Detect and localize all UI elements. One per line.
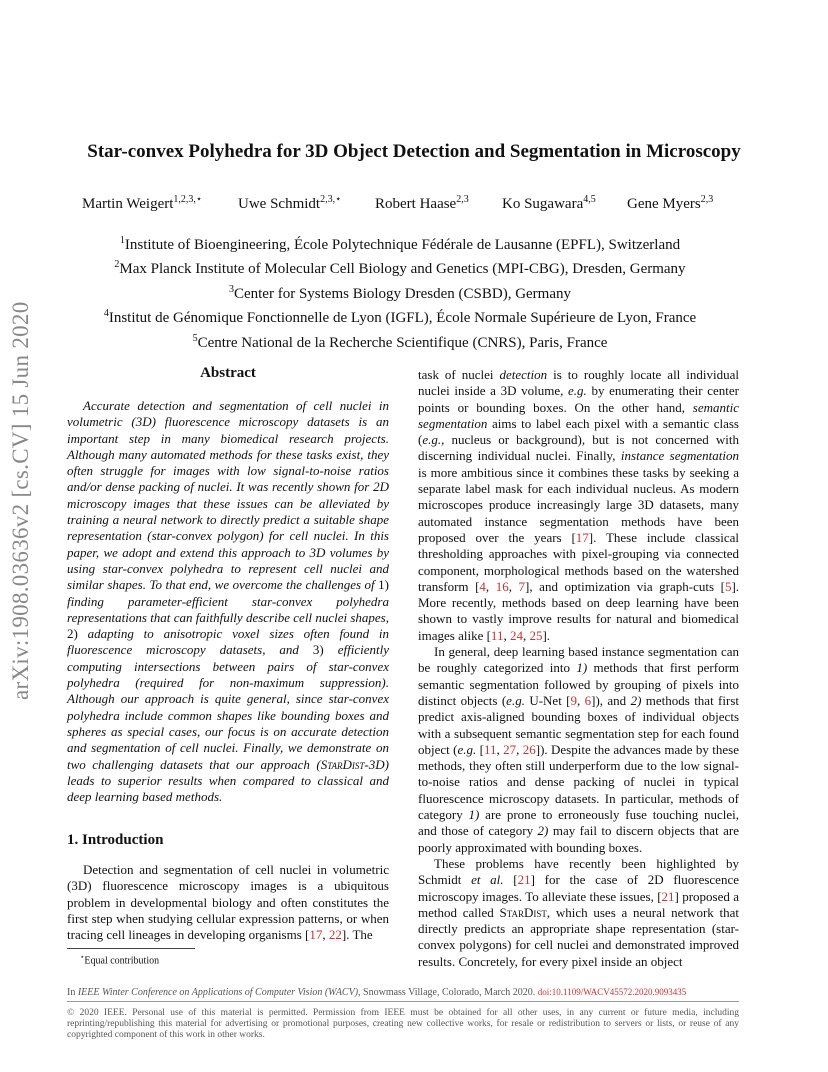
text-run: instance segmentation [620,448,739,464]
author-name: Uwe Schmidt$^{2,3,⋆}$ [238,194,342,212]
introduction-paragraph [67,862,389,943]
text-run: are prone to erroneously fuse touching nuclei, and those of category [418,807,739,839]
author-name: Ko Sugawara$^{4,5}$ [502,194,596,212]
citation-link[interactable]: 5 [724,578,732,594]
text-run: [ [476,741,484,757]
text-run: adapting to anisotropic voxel sizes often found in fluorescence microscopy datasets, and [67,626,389,658]
text-run: StarDist-3D [320,756,385,772]
text-run: 1) [378,577,389,593]
text-run: , [496,741,504,757]
footnote-rule [67,948,195,949]
author-name: Gene Myers$^{2,3}$ [627,194,714,212]
text-run: 3) [312,642,324,658]
text-run: e.g. [506,692,525,708]
text-run: methods that first predict axis-aligned bounding boxes of individual objects with a subsequent semantic segmentation step for each found object ( [418,692,739,757]
text-run: , [577,692,585,708]
text-run: ) leads to superior results when compared to classical and deep learning based methods. [67,756,389,805]
text-run: 1) [576,660,588,676]
introduction-heading: 1. Introduction [67,832,164,848]
text-run: StarDist [499,904,547,920]
citation-link[interactable]: 17 [575,529,589,545]
body-paragraph [418,856,739,970]
affiliations [0,231,800,353]
copyright-rule [67,1001,739,1002]
text-run: , [503,627,510,643]
text-run: efficiently computing intersections between pairs of star-convex polyhedra (required for non-maximum suppression). Although our approach is quite general, since star-convex polyhedra include common shapes like bounding boxes and spheres as special cases, our focus is on accurate detection and segmentation of cell nuclei. Finally, we demonstrate on two challenging datasets that our approach ( [67,642,389,772]
text-run: ]), and [591,692,631,708]
doi-link[interactable]: doi:10.1109/WACV45572.2020.9093435 [537,987,687,997]
text-run: , [485,578,496,594]
text-run: by enumerating their center points or bounding boxes. On the other hand, [418,383,739,415]
text-run: , nucleus or background), but is not concerned with discerning individual nuclei. Finally, [418,432,739,464]
text-run: et al. [471,872,504,888]
text-run: finding parameter-efficient star-convex polyhedra representations that can faithfully describe cell nuclei shapes, [67,593,389,625]
copyright-notice: © 2020 IEEE. Personal use of this material is permitted. Permission from IEEE must be obtained for all other uses, in any current or future media, including reprinting/republishing this material for advertising or promotional purposes, creating new collective works, for resale or redistribution to servers or lists, or reuse of any copyrighted component of this work in other works. [67,1008,739,1040]
text-run: , [522,627,530,643]
paper-title: Star-convex Polyhedra for 3D Object Detection and Segmentation in Microscopy [87,141,741,162]
text-run: e.g. [422,432,442,448]
affiliation: $^4$Institut de Génomique Fonctionnelle de Lyon (IGFL), École Normale Supérieure de Lyon, France [103,308,697,327]
text-run: , [516,741,523,757]
right-column [418,367,739,970]
text-run: ] proposed a method called [418,888,739,920]
body-paragraph [418,644,739,856]
text-run: is more ambitious since it combines these tasks by seeking a separate label mask for each individual nucleus. As modern microscopes produce increasingly large 3D datasets, many automated instance segmentation methods have been proposed over the years [ [418,464,739,545]
author-name: Robert Haase$^{2,3}$ [375,194,469,212]
citation-link[interactable]: 9 [570,692,578,708]
conference-note: In IEEE Winter Conference on Applications of Computer Vision (WACV), Snowmass Village, Colorado, March 2020. doi:10.1109/WACV45572.2020.9093435 [67,987,687,998]
affiliation: $^3$Center for Systems Biology Dresden (CSBD), Germany [228,283,572,302]
arxiv-identifier: arXiv:1908.03636v2 [cs.CV] 15 Jun 2020 [8,301,33,700]
citation-link[interactable]: 24 [509,627,523,643]
author-name: Martin Weigert$^{1,2,3,⋆}$ [82,194,203,212]
affiliation: $^1$Institute of Bioengineering, École Polytechnique Fédérale de Lausanne (EPFL), Switzerland [119,235,681,253]
text-run: detection [499,367,548,382]
citation-link[interactable]: 7 [518,578,526,594]
citation-link[interactable]: 25 [529,627,543,643]
text-run: e.g. [568,383,587,399]
citation-link[interactable]: 21 [661,888,675,904]
citation-link[interactable]: 4 [479,578,486,594]
arxiv-identifier-sidebar [8,301,48,740]
text-run: ]. These include classical thresholding approaches with pixel-grouping via connected component, morphological methods based on the watershed transform [ [418,529,739,594]
abstract-heading: Abstract [200,365,256,381]
abstract-text [67,398,389,805]
citation-link[interactable]: 6 [584,692,592,708]
text-run: ]). Despite the advances made by these methods, they often still underperform due to the low signal-to-noise ratios and dense packing of nuclei in typical fluorescence microscopy datasets. In particular, methods of category [418,741,739,823]
citation-link[interactable]: 26 [522,741,536,757]
citation-link[interactable]: 16 [495,578,509,594]
text-run: Detection and segmentation of cell nuclei in volumetric (3D) fluorescence microscopy images is a ubiquitous problem in developmental biology and often constitutes the first step when studying cellular expression patterns, or when tracing cell lineages in developing organisms [ [67,862,389,943]
text-run: ]. [542,627,551,643]
citation-link[interactable]: 22 [328,927,342,943]
text-run: , [322,927,329,943]
text-run: ], and optimization via graph-cuts [ [525,578,725,594]
citation-link[interactable]: 21 [517,872,531,888]
text-run: ]. More recently, methods based on deep learning have been shown to vastly improve results for natural and biomedical images alike [ [418,578,740,643]
text-run: These problems have recently been highlighted by Schmidt [418,855,739,888]
citation-link[interactable]: 11 [490,627,504,643]
citation-link[interactable]: 27 [503,741,517,757]
text-run: task of nuclei [418,367,500,382]
text-run: 1) [468,807,480,823]
text-run: may fail to discern objects that are poorly approximated with bounding boxes. [418,823,739,855]
footnote: ⋆Equal contribution [80,953,160,967]
citation-link[interactable]: 17 [309,927,323,943]
text-run: U-Net [ [524,692,571,708]
text-run: [ [503,872,518,888]
text-run: Accurate detection and segmentation of cell nuclei in volumetric (3D) fluorescence microscopy datasets is an important step in many biomedical research projects. Although many automated methods for these tasks exist, they often struggle for images with low signal-to-noise ratios and/or dense packing of nuclei. It was recently shown for 2D microscopy images that these issues can be alleviated by training a neural network to directly predict a suitable shape representation (star-convex polygon) for cell nuclei. In this paper, we adopt and extend this approach to 3D volumes by using star-convex polyhedra to represent cell nuclei and similar shapes. To that end, we overcome the challenges of [67,398,389,593]
text-run: aims to label each pixel with a semantic class ( [418,415,739,448]
text-run: 2) [537,823,549,839]
affiliation: $^2$Max Planck Institute of Molecular Cell Biology and Genetics (MPI-CBG), Dresden, Germany [114,259,686,278]
text-run: , which uses a neural network that directly predicts an appropriate shape representation (star-convex polygons) for cell nuclei and demonstrated improved results. Concretely, for every pixel inside an object [418,904,739,969]
text-run: 2) [67,626,78,642]
citation-link[interactable]: 11 [483,741,497,757]
text-run: methods that first perform semantic segmentation followed by grouping of pixels into distinct objects ( [418,660,740,708]
text-run: is to roughly locate all individual nuclei inside a 3D volume, [418,367,739,399]
text-run: e.g. [457,741,477,757]
text-run: ] for the case of 2D fluorescence microscopy images. To alleviate these issues, [ [418,872,739,904]
affiliation: $^5$Centre National de la Recherche Scientifique (CNRS), Paris, France [192,332,608,351]
text-run: semantic segmentation [418,399,739,431]
text-run: In general, deep learning based instance segmentation can be roughly categorized into [418,644,739,676]
body-paragraph [418,367,739,644]
text-run: ]. The [341,927,373,943]
text-run: 2) [630,692,642,708]
text-run: , [508,578,519,594]
